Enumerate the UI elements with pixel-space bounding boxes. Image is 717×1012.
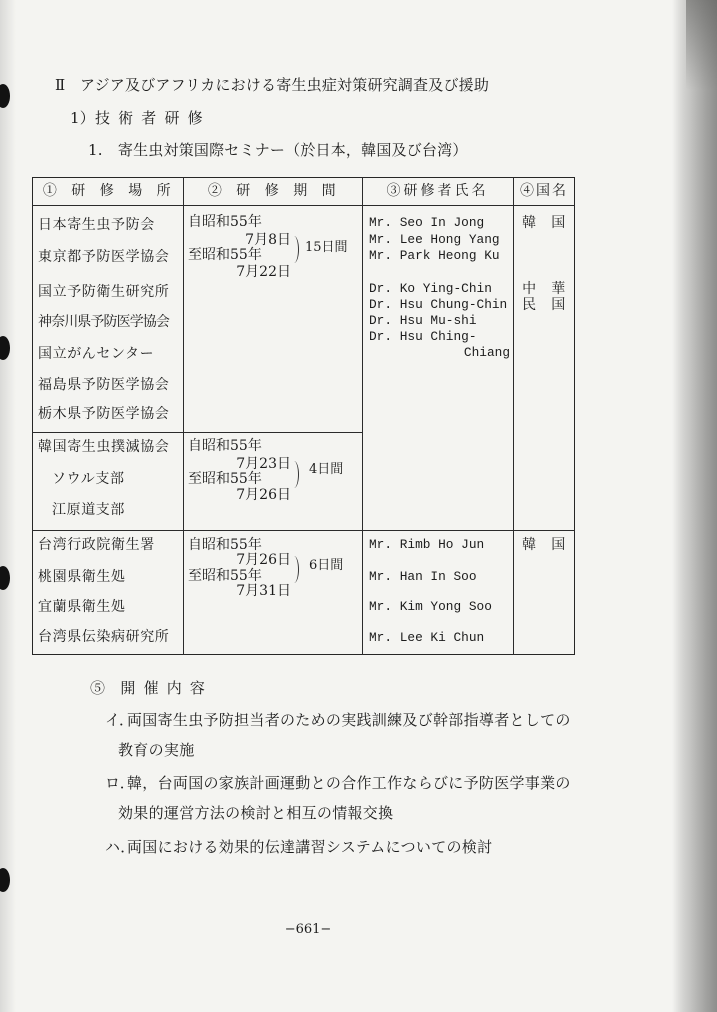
trainee-name: Dr. Hsu Ching- <box>369 329 477 344</box>
period-duration: 15日間 <box>305 240 348 255</box>
period-from-label: 自昭和55年 <box>188 438 262 454</box>
period-duration: 4日間 <box>309 462 344 477</box>
table-column-rule <box>362 177 363 655</box>
period-to-date: 7月31日 <box>236 583 291 599</box>
training-place: 日本寄生虫予防会 <box>38 217 155 233</box>
content-item-line: 韓，台両国の家族計画運動との合作工作ならびに予防医学事業の <box>127 774 571 792</box>
content-item-marker: イ． <box>105 711 135 729</box>
training-place: 栃木県予防医学協会 <box>38 406 170 422</box>
period-to-label: 至昭和55年 <box>188 247 262 263</box>
trainee-name: Mr. Rimb Ho Jun <box>369 537 485 552</box>
training-place: ソウル支部 <box>52 471 125 487</box>
trainee-name: Mr. Lee Ki Chun <box>369 630 485 645</box>
content-item-line: 両国寄生虫予防担当者のための実践訓練及び幹部指導者としての <box>127 711 571 729</box>
content-item-marker: ハ． <box>105 838 136 856</box>
scan-edge-left <box>0 0 16 1012</box>
trainee-name-continued: Chiang <box>463 345 510 360</box>
training-place: 国立予防衛生研究所 <box>38 284 170 300</box>
page-number: −661− <box>284 922 332 937</box>
period-to-date: 7月22日 <box>236 264 291 280</box>
training-place: 台湾行政院衛生署 <box>38 537 155 553</box>
subsection-title: 1）技 術 者 研 修 <box>70 109 203 127</box>
content-item-line: 教育の実施 <box>118 741 195 759</box>
trainee-country: 民 国 <box>522 297 566 313</box>
period-from-label: 自昭和55年 <box>188 214 262 230</box>
table-row-rule <box>32 432 363 433</box>
period-from-date: 7月8日 <box>245 232 291 248</box>
table-column-rule <box>183 177 184 655</box>
table-header-trainee: ③研修者氏名 <box>386 183 489 199</box>
table-header-period: ② 研 修 期 間 <box>207 183 338 199</box>
training-place: 福島県予防医学協会 <box>38 377 170 393</box>
trainee-name: Dr. Ko Ying-Chin <box>369 281 492 296</box>
table-header-country: ④国名 <box>520 183 568 199</box>
training-place: 韓国寄生虫撲滅協会 <box>38 439 170 455</box>
trainee-name: Mr. Seo In Jong <box>369 215 485 230</box>
scan-shadow-right <box>672 0 717 1012</box>
trainee-name: Mr. Kim Yong Soo <box>369 599 492 614</box>
trainee-name: Dr. Hsu Chung-Chin <box>369 297 508 312</box>
trainee-name: Mr. Lee Hong Yang <box>369 232 500 247</box>
training-place: 宜蘭県衛生処 <box>38 599 126 615</box>
table-header-place: ① 研 修 場 所 <box>42 183 173 199</box>
trainee-country: 韓 国 <box>522 537 566 553</box>
training-place: 江原道支部 <box>52 502 125 518</box>
content-item-marker: ロ． <box>105 774 136 792</box>
period-from-label: 自昭和55年 <box>188 537 262 553</box>
period-from-date: 7月26日 <box>236 552 291 568</box>
trainee-name: Dr. Hsu Mu-shi <box>369 313 477 328</box>
content-item-line: 両国における効果的伝達講習システムについての検討 <box>127 838 493 856</box>
content-heading: ⑤ 開 催 内 容 <box>90 679 206 697</box>
period-duration: 6日間 <box>309 558 344 573</box>
trainee-country: 韓 国 <box>522 215 566 231</box>
training-place: 台湾県伝染病研究所 <box>38 629 170 645</box>
training-place: 桃園県衛生処 <box>38 569 126 585</box>
trainee-name: Mr. Han In Soo <box>369 569 477 584</box>
trainee-name: Mr. Park Heong Ku <box>369 248 500 263</box>
trainee-country: 中 華 <box>522 281 566 297</box>
table-row-rule <box>32 530 575 531</box>
period-to-date: 7月26日 <box>236 487 291 503</box>
table-header-rule <box>32 205 575 206</box>
section-title: アジア及びアフリカにおける寄生虫症対策研究調査及び援助 <box>80 76 490 94</box>
content-item-line: 効果的運営方法の検討と相互の情報交換 <box>118 804 394 822</box>
period-from-date: 7月23日 <box>236 456 291 472</box>
section-numeral: Ⅱ <box>55 76 66 94</box>
period-to-label: 至昭和55年 <box>188 471 262 487</box>
training-place: 東京都予防医学協会 <box>38 249 170 265</box>
seminar-title: 1. 寄生虫対策国際セミナー（於日本，韓国及び台湾） <box>88 141 468 159</box>
period-to-label: 至昭和55年 <box>188 568 262 584</box>
scan-shadow-corner <box>686 0 717 90</box>
table-column-rule <box>513 177 514 655</box>
training-place: 国立がんセンター <box>38 346 155 362</box>
training-place: 神奈川県予防医学協会 <box>38 314 169 330</box>
